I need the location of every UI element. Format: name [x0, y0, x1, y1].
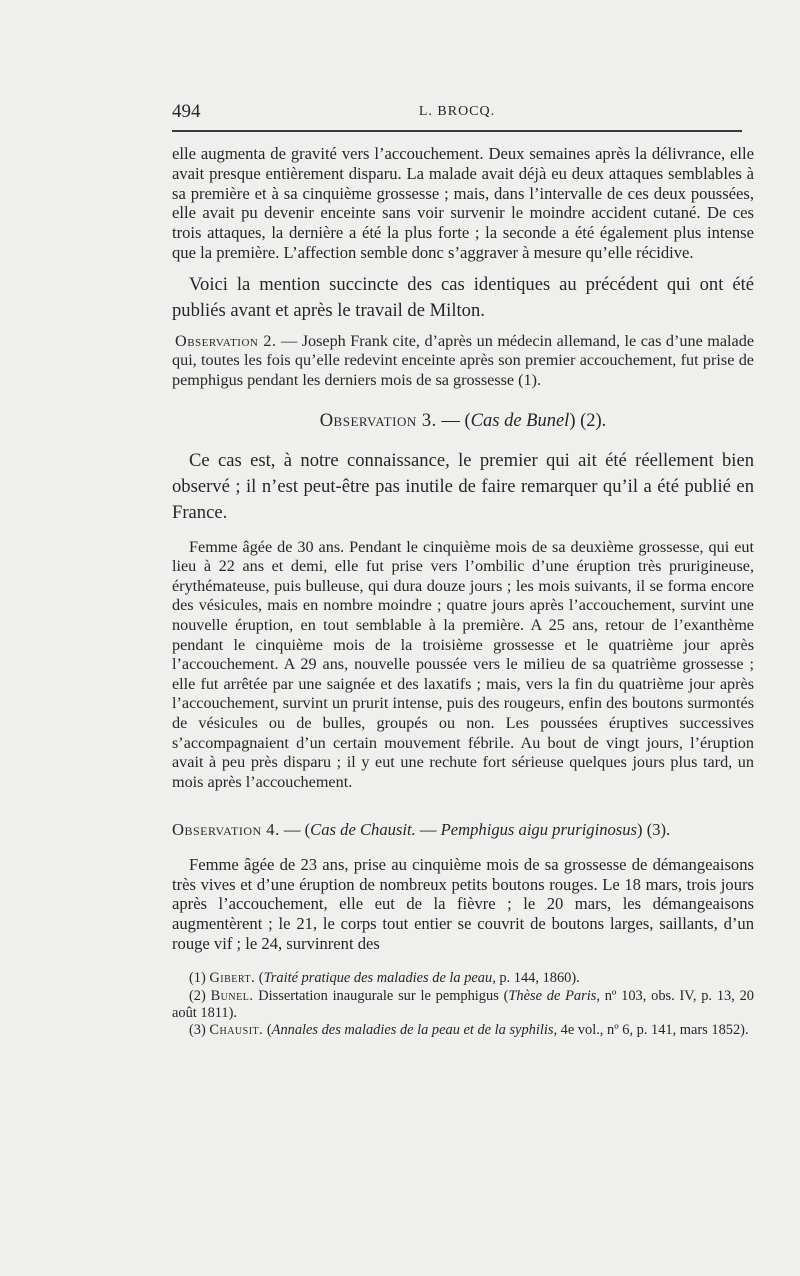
observation-2 — [172, 332, 754, 391]
footnote-1: (1) Gibert. (Traité pratique des maladies de la peau, p. 144, 1860). — [189, 970, 580, 987]
footnote-2: (2) Bunel. Dissertation inaugurale sur le pemphigus (Thèse de Paris, nº 103, obs. IV, p. 13, 20 août 1811). — [172, 987, 754, 1021]
page-number: 494 — [172, 101, 201, 122]
observation-4-subtitle: Pemphigus aigu pruriginosus — [440, 820, 638, 840]
page-body — [172, 144, 754, 1039]
paragraph-bunel-case: Ce cas est, à notre connaissance, le premier qui ait été réellement bien observé ; il n’est peut-être pas inutile de faire remarquer qu’il a été publié en France. — [172, 449, 754, 523]
observation-4-label: Observation 4. — [172, 820, 280, 840]
observation-2-label: Observation 2. — [175, 331, 277, 350]
observation-4-title: Cas de Chausit. — [310, 820, 416, 840]
header-rule — [172, 130, 742, 132]
observation-3-text: Femme âgée de 30 ans. Pendant le cinquième mois de sa deuxième grossesse, qui eut lieu à 22 ans et demi, elle fut prise vers l’ombilic d’une éruption très prurigineuse, érythémateuse, puis bulleuse, qui dura douze jours ; les mois suivants, il se forma encore des vésicules, mais en nombre moindre ; quatre jours après l’accouchement, survint une nouvelle éruption, en tout semblable à la première. A 25 ans, retour de l’exanthème pendant le cinquième mois de la troisième grossesse et le quatrième jour après l’accouchement. A 29 ans, nouvelle poussée vers le milieu de sa quatrième grossesse ; elle fut arrêtée par une saignée et des laxatifs ; mais, vers la fin du quatrième jour après l’accouchement, survint un prurit intense, puis des rougeurs, enfin des boutons surmontés de vésicules ou de bulles, groupés ou non. Les poussées éruptives successives s’accompagnaient d’un certain mouvement fébrile. Au bout de vingt jours, l’éruption avait à peu près disparu ; il y eut une rechute fort sérieuse quelques jours plus tard, un mois après l’accouchement. — [172, 537, 754, 791]
observation-2-text: — Joseph Frank cite, d’après un médecin allemand, le cas d’une malade qui, toutes les fois qu’elle redevint enceinte après son premier accouchement, fut prise de pemphigus pendant les derniers mois de sa grossesse (1). — [172, 331, 755, 389]
page-header — [172, 101, 742, 125]
footnotes — [172, 970, 754, 1039]
observation-3-label: Observation 3. — [319, 410, 437, 431]
observation-3-title: Cas de Bunel — [470, 410, 570, 431]
paragraph-continuation: elle augmenta de gravité vers l’accouchement. Deux semaines après la délivrance, elle avait presque entièrement disparu. La malade avait déjà eu deux attaques semblables à sa première et à sa cinquième grossesse ; mais, dans l’intervalle de ces deux poussées, elle avait pu devenir enceinte sans voir survenir le moindre accident cutané. De ces trois attaques, la dernière a été la plus forte ; la seconde a été également plus intense que la première. L’affection semble donc s’aggraver à mesure qu’elle récidive. — [172, 144, 754, 262]
paragraph-intro-cases: Voici la mention succincte des cas identiques au précédent qui ont été publiés avant et après le travail de Milton. — [172, 273, 754, 321]
footnote-3: (3) Chausit. (Annales des maladies de la peau et de la syphilis, 4e vol., nº 6, p. 141, mars 1852). — [189, 1022, 749, 1039]
running-title: L. BROCQ. — [418, 104, 496, 119]
observation-4-heading: Observation 4. — (Cas de Chausit. — Pemphigus aigu pruriginosus) (3). — [172, 820, 671, 840]
observation-3-heading: Observation 3. — (Cas de Bunel) (2). — [319, 410, 607, 431]
observation-4-text: Femme âgée de 23 ans, prise au cinquième mois de sa grossesse de démangeaisons très vives et d’une éruption de nombreux petits boutons rouges. Le 18 mars, trois jours après l’accouchement, elle eut de la fièvre ; le 20 mars, les démangeaisons augmentèrent ; le 21, le corps tout entier se couvrit de boutons larges, saillants, d’un rouge vif ; le 24, survinrent des — [172, 855, 754, 953]
